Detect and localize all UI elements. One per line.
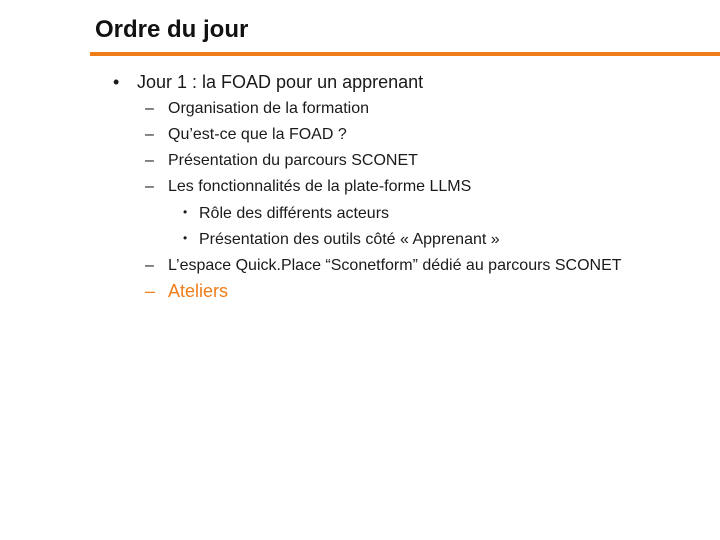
dash-marker: – (145, 178, 154, 195)
dash-marker: – (145, 100, 154, 117)
agenda-subitem (145, 153, 418, 169)
agenda-subitem-label: Les fonctionnalités de la plate-forme LLMS (168, 178, 472, 195)
agenda-item-day1 (113, 73, 423, 91)
agenda-subitem (145, 179, 471, 195)
dash-marker: – (145, 281, 156, 301)
agenda-subsubitem (183, 206, 389, 222)
bullet-marker: • (183, 231, 188, 245)
agenda-subitem (145, 101, 369, 117)
agenda-subitem-label: Qu’est-ce que la FOAD ? (168, 126, 347, 143)
bullet-marker: • (113, 72, 120, 92)
agenda-subitem-label: Organisation de la formation (168, 100, 369, 117)
dash-marker: – (145, 257, 154, 274)
agenda-subsubitem-label: Rôle des différents acteurs (199, 205, 390, 222)
bullet-marker: • (183, 205, 188, 219)
agenda-item-label: Jour 1 : la FOAD pour un apprenant (137, 72, 424, 92)
title-underline (90, 52, 720, 56)
agenda-subitem (145, 127, 347, 143)
slide-title: Ordre du jour (95, 16, 249, 43)
agenda-subsubitem-label: Présentation des outils côté « Apprenant » (199, 231, 500, 248)
agenda-subitem-label: Ateliers (168, 281, 229, 301)
dash-marker: – (145, 126, 154, 143)
dash-marker: – (145, 152, 154, 169)
agenda-subitem-label: L’espace Quick.Place “Sconetform” dédié au parcours SCONET (168, 257, 622, 274)
agenda-subitem-ateliers (145, 282, 228, 300)
agenda-subitem-label: Présentation du parcours SCONET (168, 152, 418, 169)
agenda-subitem (145, 258, 622, 274)
agenda-subsubitem (183, 232, 500, 248)
